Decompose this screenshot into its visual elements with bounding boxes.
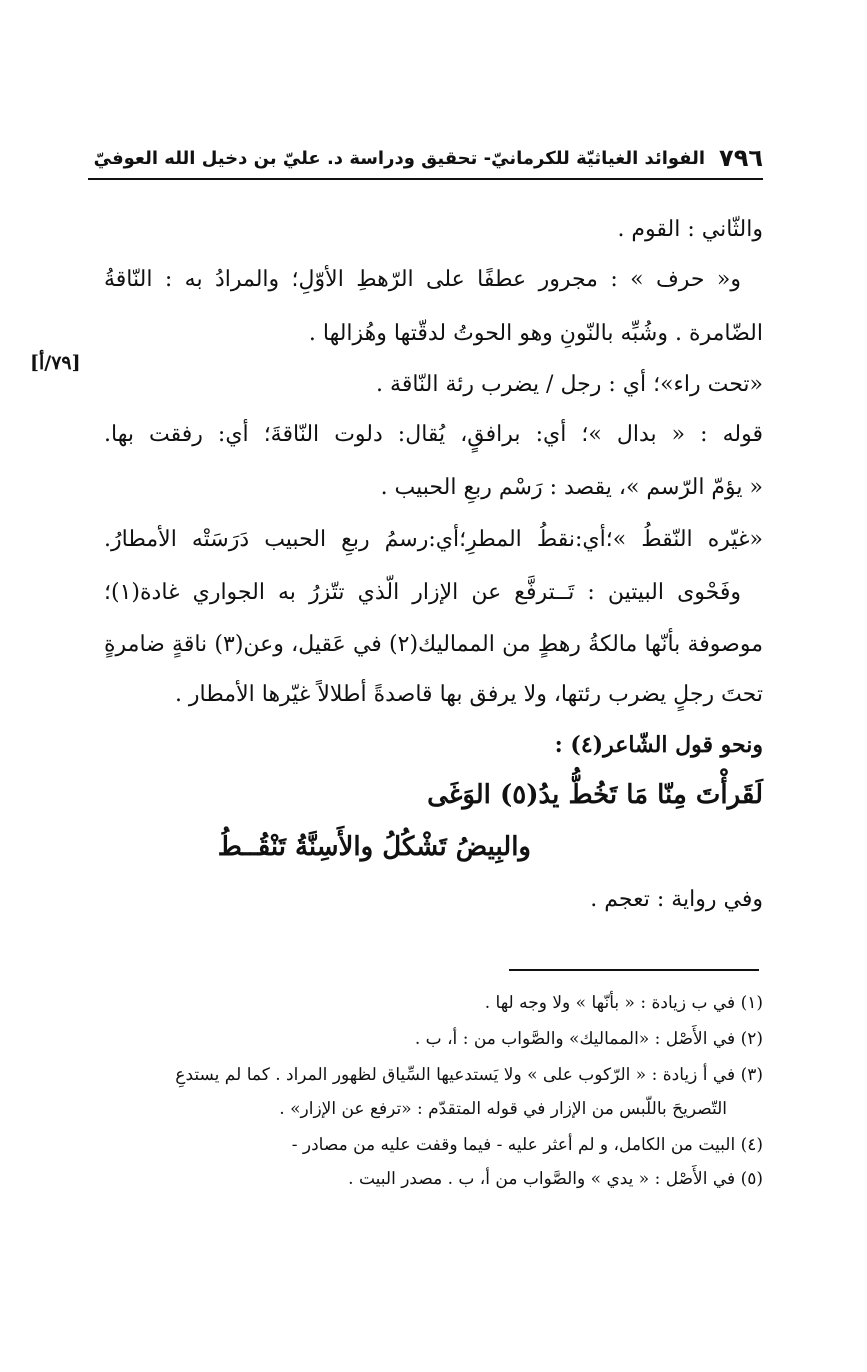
text-line: تحتَ رجلٍ يضرب رئتها، ولا يرفق بها قاصدةً أطلالاً غيّرها الأمطار . [174,682,763,707]
header-rule [88,178,763,180]
footnote: (٣) في أ زيادة : « الرّكوب على » ولا يَستدعيها السِّياق لظهور المراد . كما لم يستدعِ [175,1065,763,1085]
footnote: (٤) البيت من الكامل، و لم أعثر عليه - فيما وقفت عليه من مصادر - [291,1135,763,1155]
running-title: الفوائد الغياثيّة للكرمانيّ- تحقيق ودراسة د. عليّ بن دخيل الله العوفيّ [93,147,706,169]
footnote: (٥) في الأَصْل : « يدي » والصَّواب من أ، ب . مصدر البيت . [348,1169,763,1189]
page-header [88,140,763,176]
footnote: (٢) في الأَصْل : «المماليك» والصَّواب من : أ، ب . [414,1029,763,1049]
verse-first-hemistich: لَقَرأْتَ مِنّا مَا تَخُطُّ يدُ(٥) الوَغَى [427,780,763,810]
manuscript-folio-reference: [٧٩/أ] [30,352,81,374]
text-line: « يؤمّ الرّسم »، يقصد : رَسْم ربعِ الحبيب . [380,475,763,500]
footnote: (١) في ب زيادة : « بأنّها » ولا وجه لها . [484,993,763,1013]
text-line: ونحو قول الشّاعر(٤) : [554,732,763,758]
text-line: «غيّره النّقطُ »؛أي:نقطُ المطرِ؛أي:رسمُ ربعِ الحبيب دَرَسَتْه الأمطارُ. [104,527,763,552]
text-line: «تحت راء»؛ أي : رجل / يضرب رئة النّاقة . [376,372,763,397]
text-line: و« حرف » : مجرور عطفًا على الرّهطِ الأوّلِ؛ والمرادُ به : النّاقةُ [104,267,741,292]
verse-second-hemistich: والبِيضُ تَشْكُلُ والأَسِنَّةُ تَنْقُــطُ [217,832,531,862]
text-line: موصوفة بأنّها مالكةُ رهطٍ من المماليك(٢) في عَقيل، وعن(٣) ناقةٍ ضامرةٍ [104,632,764,657]
page-number: ٧٩٦ [719,144,763,172]
text-line: وفي رواية : تعجم . [590,887,763,912]
text-line: الضّامرة . وشُبِّه بالنّونِ وهو الحوتُ لدقّتها وهُزالها . [308,321,763,346]
text-line: قوله : « بدال »؛ أي: برافقٍ، يُقال: دلوت النّاقةَ؛ أي: رفقت بها. [104,422,763,447]
text-line: وفَحْوى البيتين : تَــترفَّع عن الإزار الّذي تتّزرُ به الجواري غادة(١)؛ [104,580,741,605]
footnote-separator [509,969,759,971]
text-line: والثّاني : القوم . [617,217,763,242]
footnote-continuation: التّصريحَ باللّبس من الإزار في قوله المتقدّم : «ترفع عن الإزار» . [279,1099,727,1119]
